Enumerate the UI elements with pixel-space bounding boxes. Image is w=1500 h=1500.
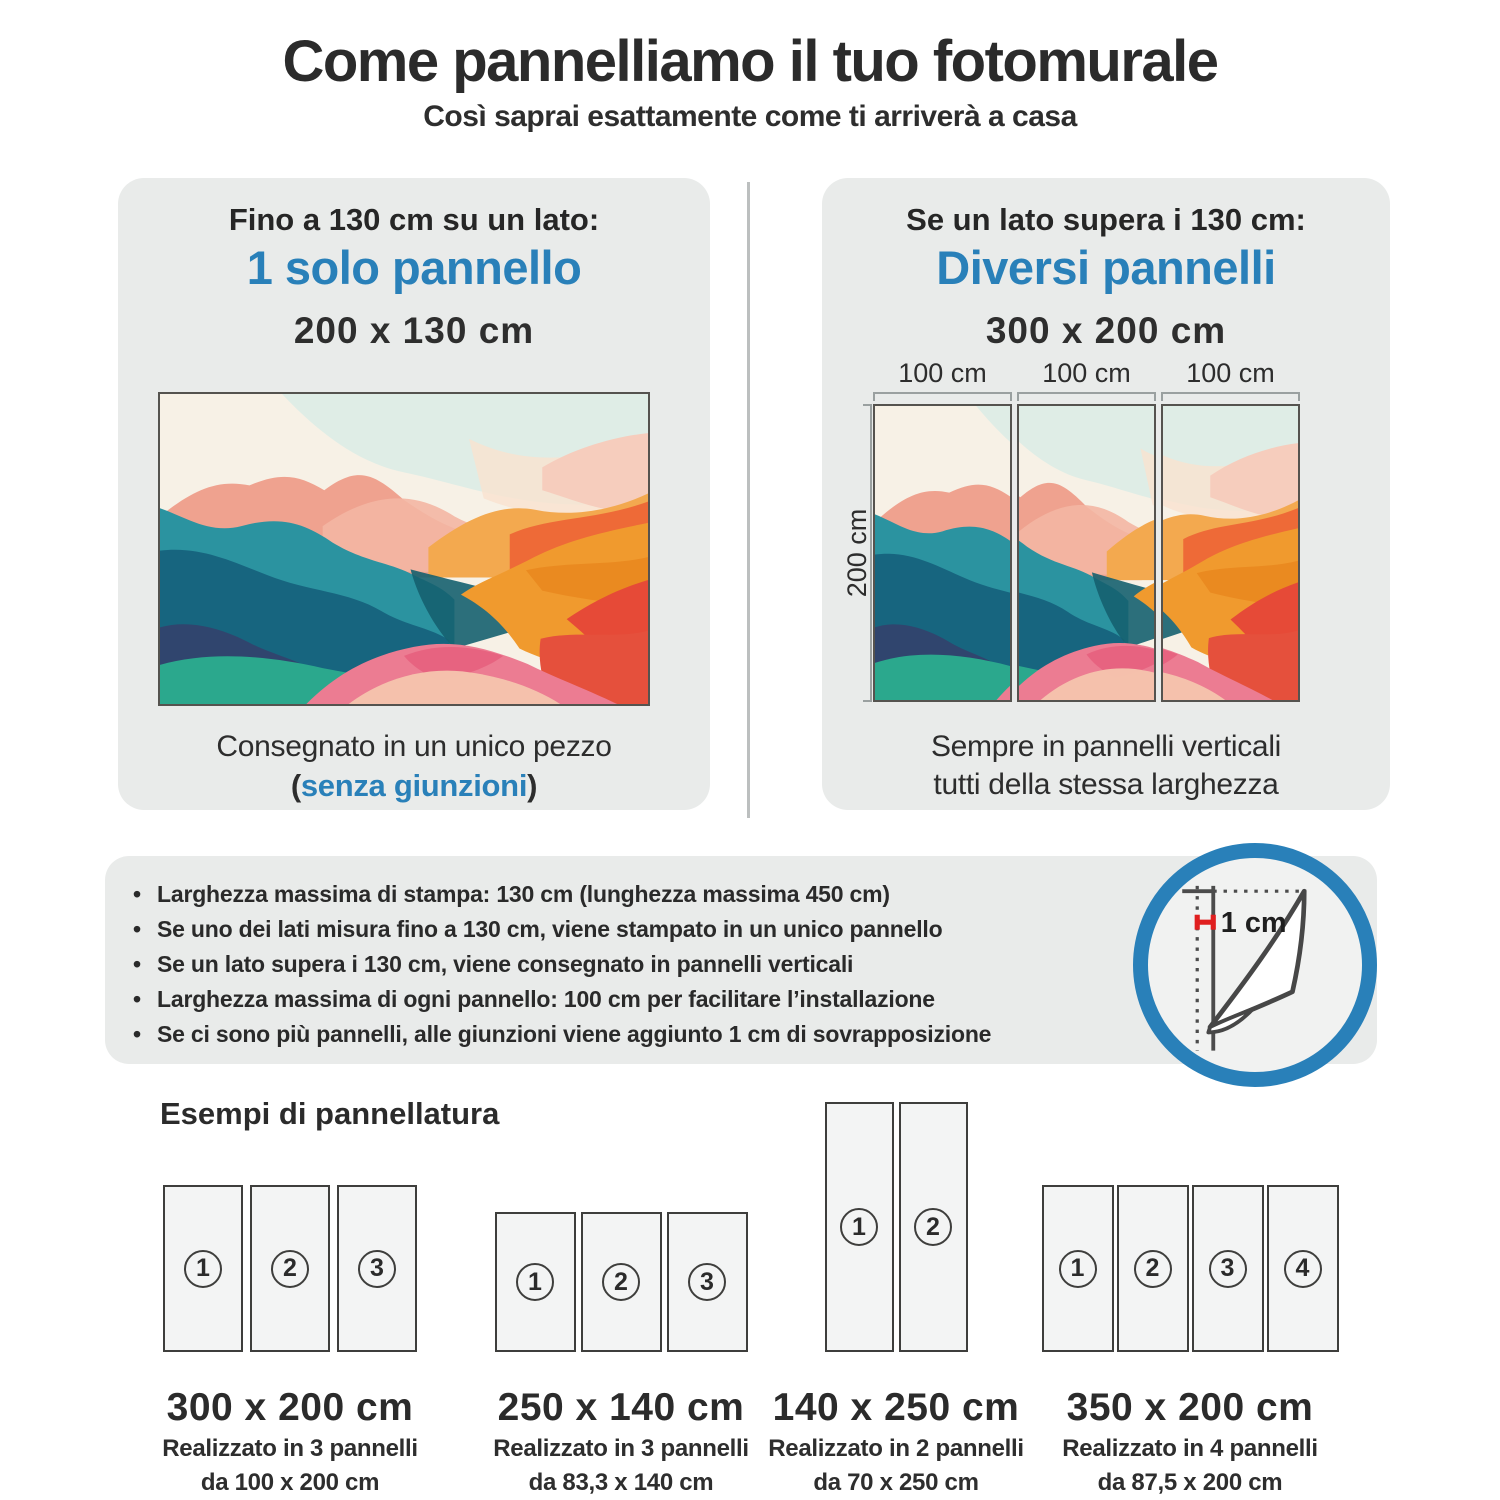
panel — [899, 1102, 968, 1352]
example-caption: da 83,3 x 140 cm — [528, 1469, 714, 1496]
panel-number-badge: 4 — [1284, 1250, 1322, 1288]
panel — [581, 1212, 662, 1352]
example-size: 300 x 200 cm — [166, 1386, 414, 1429]
example-size: 250 x 140 cm — [497, 1386, 745, 1429]
note-text: Larghezza massima di stampa: 130 cm (lunghezza massima 450 cm) — [157, 881, 890, 907]
paren-close: ) — [527, 768, 538, 803]
single-panel-card — [118, 178, 710, 810]
example-caption: Realizzato in 3 pannelli — [493, 1435, 749, 1462]
note-text: Se uno dei lati misura fino a 130 cm, viene stampato in un unico pannello — [157, 916, 943, 942]
example-350x200 — [1020, 1102, 1360, 1496]
note-text: Larghezza massima di ogni pannello: 100 cm per facilitare l’installazione — [157, 986, 935, 1012]
mural-preview-single — [158, 392, 650, 706]
example-size: 140 x 250 cm — [772, 1386, 1020, 1429]
example-caption: da 87,5 x 200 cm — [1097, 1469, 1283, 1496]
mural-panel-slice-1 — [873, 404, 1012, 702]
example-300x200 — [120, 1102, 460, 1496]
panel — [163, 1185, 243, 1352]
panel — [1192, 1185, 1264, 1352]
panel-number-badge: 2 — [914, 1208, 952, 1246]
panel-number-badge: 2 — [271, 1250, 309, 1288]
watercolor-mural-slice — [1019, 406, 1154, 700]
watercolor-mural-slice — [875, 406, 1010, 700]
multi-panel-card — [822, 178, 1390, 810]
page-title: Come pannelliamo il tuo fotomurale — [282, 29, 1218, 94]
watercolor-mural-slice — [1163, 406, 1298, 700]
example-caption: Realizzato in 3 pannelli — [162, 1435, 418, 1462]
panel-number-badge: 3 — [688, 1263, 726, 1301]
panel — [337, 1185, 417, 1352]
panel — [250, 1185, 330, 1352]
multi-card-caption-line1: Sempre in pannelli verticali — [930, 730, 1282, 763]
example-caption: Realizzato in 2 pannelli — [768, 1435, 1024, 1462]
page-subtitle: Così saprai esattamente come ti arriverà a casa — [423, 100, 1077, 133]
panel — [1117, 1185, 1189, 1352]
height-measure-label: 200 cm — [842, 508, 872, 598]
panel — [1267, 1185, 1339, 1352]
note-text: Se ci sono più pannelli, alle giunzioni viene aggiunto 1 cm di sovrapposizione — [157, 1021, 992, 1047]
mural-panel-slice-2 — [1017, 404, 1156, 702]
width-measure-label: 100 cm — [1042, 358, 1131, 388]
panel-number-badge: 1 — [1059, 1250, 1097, 1288]
panel-number-badge: 2 — [602, 1263, 640, 1301]
panel — [825, 1102, 894, 1352]
note-text: Se un lato supera i 130 cm, viene consegnato in pannelli verticali — [157, 951, 854, 977]
mural-panel-slice-3 — [1161, 404, 1300, 702]
single-card-result: 1 solo pannello — [246, 241, 582, 294]
single-card-caption-highlight — [118, 768, 710, 804]
panel-number-badge: 1 — [184, 1250, 222, 1288]
width-measure-bracket — [1017, 392, 1156, 401]
width-measure-bracket — [873, 392, 1012, 401]
paren-open: ( — [290, 768, 301, 803]
examples-heading: Esempi di pannellatura — [160, 1096, 500, 1131]
panel-number-badge: 1 — [516, 1263, 554, 1301]
panel-number-badge: 2 — [1134, 1250, 1172, 1288]
multi-card-size: 300 x 200 cm — [985, 310, 1227, 351]
no-seams-text: senza giunzioni — [300, 768, 528, 803]
single-card-size: 200 x 130 cm — [293, 310, 535, 351]
example-caption: da 100 x 200 cm — [200, 1469, 380, 1496]
example-panels — [495, 1102, 748, 1352]
watercolor-mural-image — [160, 394, 648, 704]
example-panels — [163, 1102, 417, 1352]
example-caption: da 70 x 250 cm — [813, 1469, 979, 1496]
panel — [1042, 1185, 1114, 1352]
cards-divider — [747, 182, 750, 818]
example-size: 350 x 200 cm — [1066, 1386, 1314, 1429]
multi-card-condition: Se un lato supera i 130 cm: — [906, 202, 1306, 237]
panel-number-badge: 3 — [358, 1250, 396, 1288]
panel-number-badge: 3 — [1209, 1250, 1247, 1288]
overlap-icon — [1133, 843, 1377, 1087]
one-cm-label: 1 cm — [1220, 906, 1287, 939]
example-140x250 — [726, 1102, 1066, 1496]
panel — [495, 1212, 576, 1352]
panel-number-badge: 1 — [840, 1208, 878, 1246]
multi-card-caption-line2: tutti della stessa larghezza — [933, 768, 1279, 801]
width-measure-label: 100 cm — [1186, 358, 1275, 388]
single-card-condition: Fino a 130 cm su un lato: — [228, 202, 600, 237]
single-card-caption: Consegnato in un unico pezzo — [216, 730, 612, 763]
page-curl-overlap-diagram — [1148, 858, 1362, 1072]
one-cm-mark — [1197, 915, 1213, 930]
example-panels — [825, 1102, 968, 1352]
width-measure-label: 100 cm — [898, 358, 987, 388]
width-measure-bracket — [1161, 392, 1300, 401]
multi-card-result: Diversi pannelli — [936, 241, 1276, 294]
example-caption: Realizzato in 4 pannelli — [1062, 1435, 1318, 1462]
example-panels — [1042, 1102, 1339, 1352]
